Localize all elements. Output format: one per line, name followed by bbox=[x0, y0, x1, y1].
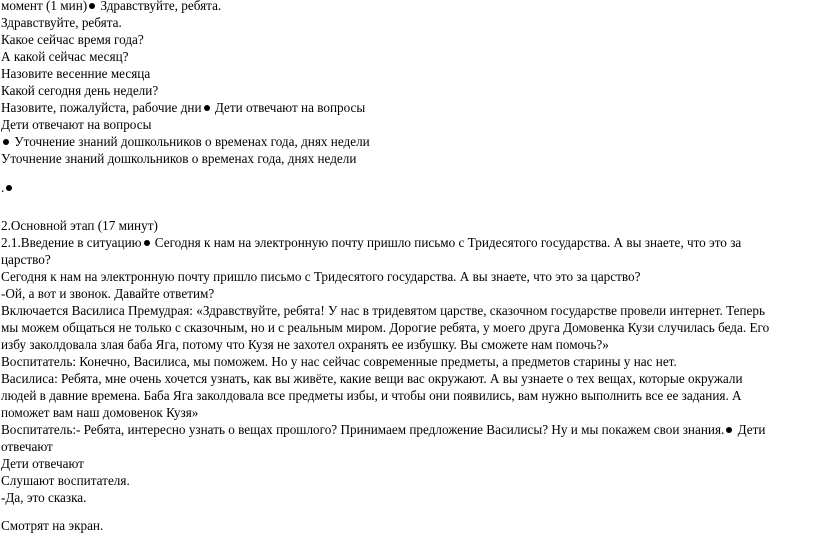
text-line: момент (1 мин) Здравствуйте, ребята. bbox=[1, 0, 222, 13]
text-line: Включается Василиса Премудрая: «Здравствуйте, ребята! У нас в тридевятом царстве, сказочном государстве провели интернет. Теперь bbox=[1, 303, 765, 318]
text-line: Какое сейчас время года? bbox=[1, 32, 144, 47]
bullet-icon bbox=[3, 139, 9, 145]
text-line: царство? bbox=[1, 252, 51, 267]
text-line: отвечают bbox=[1, 439, 53, 454]
text-line: . bbox=[1, 179, 14, 196]
text-line: людей в давние времена. Баба Яга заколдовала все предметы избы, и чтобы они появились, вам нужно выполнить все ее задания. А bbox=[1, 388, 742, 403]
text-line: поможет вам наш домовенок Кузя» bbox=[1, 405, 199, 420]
text-line: Дети отвечают на вопросы bbox=[1, 117, 152, 132]
text-line: А какой сейчас месяц? bbox=[1, 49, 129, 64]
text-line: Здравствуйте, ребята. bbox=[1, 15, 122, 30]
bullet-icon bbox=[89, 3, 95, 9]
text-line: избу заколдовала злая баба Яга, потому что Кузя не захотел охранять ее избушку. Вы сможете нам помочь?» bbox=[1, 337, 609, 352]
section-heading: 2.Основной этап (17 минут) bbox=[1, 218, 158, 233]
text-line: мы можем общаться не только с сказочным, но и с реальным миром. Дорогие ребята, у моего друга Домовенка Кузи случилась беда. Его bbox=[1, 320, 770, 335]
text-line: Воспитатель: Конечно, Василиса, мы поможем. Но у нас сейчас современные предметы, а предметов старины у нас нет. bbox=[1, 354, 677, 369]
text-line: 2.1.Введение в ситуацию Сегодня к нам на электронную почту пришло письмо с Тридесятого государства. А вы знаете, что это за bbox=[1, 235, 742, 250]
text-line: Уточнение знаний дошкольников о временах года, днях недели bbox=[1, 133, 370, 150]
bullet-icon bbox=[6, 185, 12, 191]
text-line: Воспитатель:- Ребята, интересно узнать о вещах прошлого? Принимаем предложение Василисы? Ну и мы покажем свои знания. Дети bbox=[1, 422, 766, 437]
text-line: Слушают воспитателя. bbox=[1, 473, 130, 488]
text-line: -Да, это сказка. bbox=[1, 490, 87, 505]
text-line: Какой сегодня день недели? bbox=[1, 83, 159, 98]
bullet-icon bbox=[726, 427, 732, 433]
text-line: Назовите весенние месяца bbox=[1, 66, 151, 81]
text-line: Дети отвечают bbox=[1, 456, 84, 471]
text-line: -Ой, а вот и звонок. Давайте ответим? bbox=[1, 286, 215, 301]
text-line: Уточнение знаний дошкольников о временах года, днях недели bbox=[1, 151, 357, 166]
text-line: Василиса: Ребята, мне очень хочется узнать, как вы живёте, какие вещи вас окружают. А вы узнаете о тех вещах, которые окружали bbox=[1, 371, 743, 386]
text-line: Назовите, пожалуйста, рабочие дни Дети отвечают на вопросы bbox=[1, 100, 366, 115]
bullet-icon bbox=[144, 240, 150, 246]
text-line: Смотрят на экран. bbox=[1, 518, 104, 533]
text-line: Сегодня к нам на электронную почту пришло письмо с Тридесятого государства. А вы знаете, что это за царство? bbox=[1, 269, 641, 284]
bullet-icon bbox=[204, 105, 210, 111]
